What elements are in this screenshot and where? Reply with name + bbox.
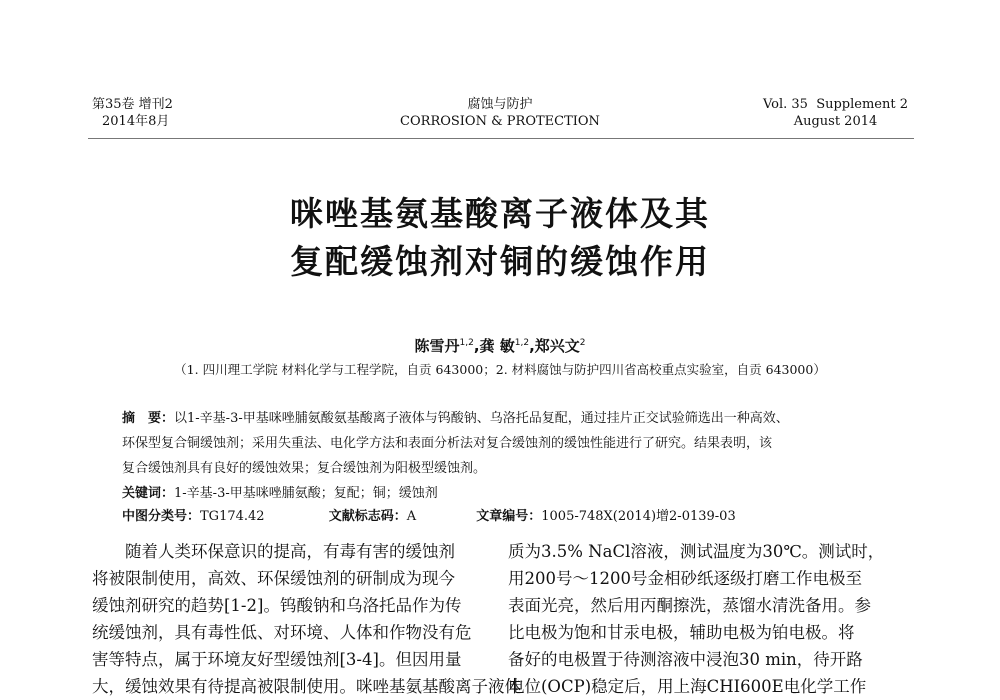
body-line: 害等特点，属于环境友好型缓蚀剂[3-4]。但因用量	[92, 650, 462, 669]
article-no-label: 文章编号：	[476, 509, 542, 524]
header-rule	[88, 138, 914, 139]
clc-label: 中图分类号：	[122, 509, 201, 524]
body-left-column	[92, 538, 521, 700]
author-sup: 1,2	[514, 338, 530, 348]
body-line: 质为3.5% NaCl溶液，测试温度为30℃。测试时，	[508, 542, 885, 561]
keywords-label: 关键词：	[122, 486, 175, 501]
affiliation: （1. 四川理工学院 材料化学与工程学院，自贡 643000；2. 材料腐蚀与防护四川省高校重点实验室，自贡 643000）	[174, 362, 826, 377]
classification	[122, 505, 736, 524]
sep: ,	[473, 337, 480, 355]
body-line: 电位(OCP)稳定后，用上海CHI600E电化学工作	[508, 677, 867, 696]
sep: ,	[529, 337, 535, 355]
authors	[0, 335, 1000, 356]
author-sup: 2	[579, 338, 586, 348]
body-right-column	[508, 538, 884, 700]
author: 龚 敏	[479, 337, 515, 355]
body-line: 将被限制使用，高效、环保缓蚀剂的研制成为现今	[92, 569, 455, 588]
author: 郑兴文	[534, 337, 580, 355]
volume-issue: 第35卷 增刊2	[92, 97, 173, 112]
author-sup: 1,2	[459, 338, 474, 348]
title-line-1: 咪唑基氨基酸离子液体及其	[290, 194, 710, 233]
body-line: 用200号～1200号金相砂纸逐级打磨工作电极至	[508, 569, 862, 588]
body-line: 缓蚀剂研究的趋势[1-2]。钨酸钠和乌洛托品作为传	[92, 596, 462, 615]
abstract-label: 摘 要：	[122, 411, 175, 426]
header-right	[763, 96, 908, 130]
abstract-line-2: 环保型复合铜缓蚀剂；采用失重法、电化学方法和表面分析法对复合缓蚀剂的缓蚀性能进行了研究。结果表明，该	[122, 436, 773, 451]
doc-code-label: 文献标志码：	[328, 509, 407, 524]
date-en: August 2014	[793, 114, 878, 129]
journal-name-en: CORROSION & PROTECTION	[400, 114, 600, 129]
body-line: 随着人类环保意识的提高，有毒有害的缓蚀剂	[92, 542, 455, 561]
author: 陈雪丹	[414, 337, 460, 355]
keywords	[122, 482, 438, 501]
body-line: 大，缓蚀效果有待提高被限制使用。咪唑基氨基酸离子液体	[92, 677, 521, 696]
body-line: 比电极为饱和甘汞电极，辅助电极为铂电极。将	[508, 623, 855, 642]
article-no-value: 1005-748X(2014)增2-0139-03	[541, 509, 736, 524]
abstract-line-3: 复合缓蚀剂具有良好的缓蚀效果；复合缓蚀剂为阳极型缓蚀剂。	[122, 461, 487, 476]
clc-value: TG174.42	[200, 509, 265, 524]
body-line: 备好的电极置于待测溶液中浸泡30 min，待开路	[508, 650, 863, 669]
doc-code-value: A	[406, 509, 417, 524]
body-line: 统缓蚀剂，具有毒性低、对环境、人体和作物没有危	[92, 623, 472, 642]
abstract-text: 以1-辛基-3-甲基咪唑脯氨酸氨基酸离子液体与钨酸钠、乌洛托品复配，通过挂片正交试验筛选出一种高效、	[174, 411, 789, 426]
date: 2014年8月	[102, 114, 170, 129]
volume-en: Vol. 35 Supplement 2	[762, 97, 908, 112]
title-line-2: 复配缓蚀剂对铜的缓蚀作用	[290, 242, 710, 281]
journal-name-cn: 腐蚀与防护	[467, 97, 533, 112]
body-line: 表面光亮，然后用丙酮擦洗，蒸馏水清洗备用。参	[508, 596, 871, 615]
abstract-line-1	[122, 407, 789, 426]
keywords-value: 1-辛基-3-甲基咪唑脯氨酸；复配；铜；缓蚀剂	[174, 486, 438, 501]
